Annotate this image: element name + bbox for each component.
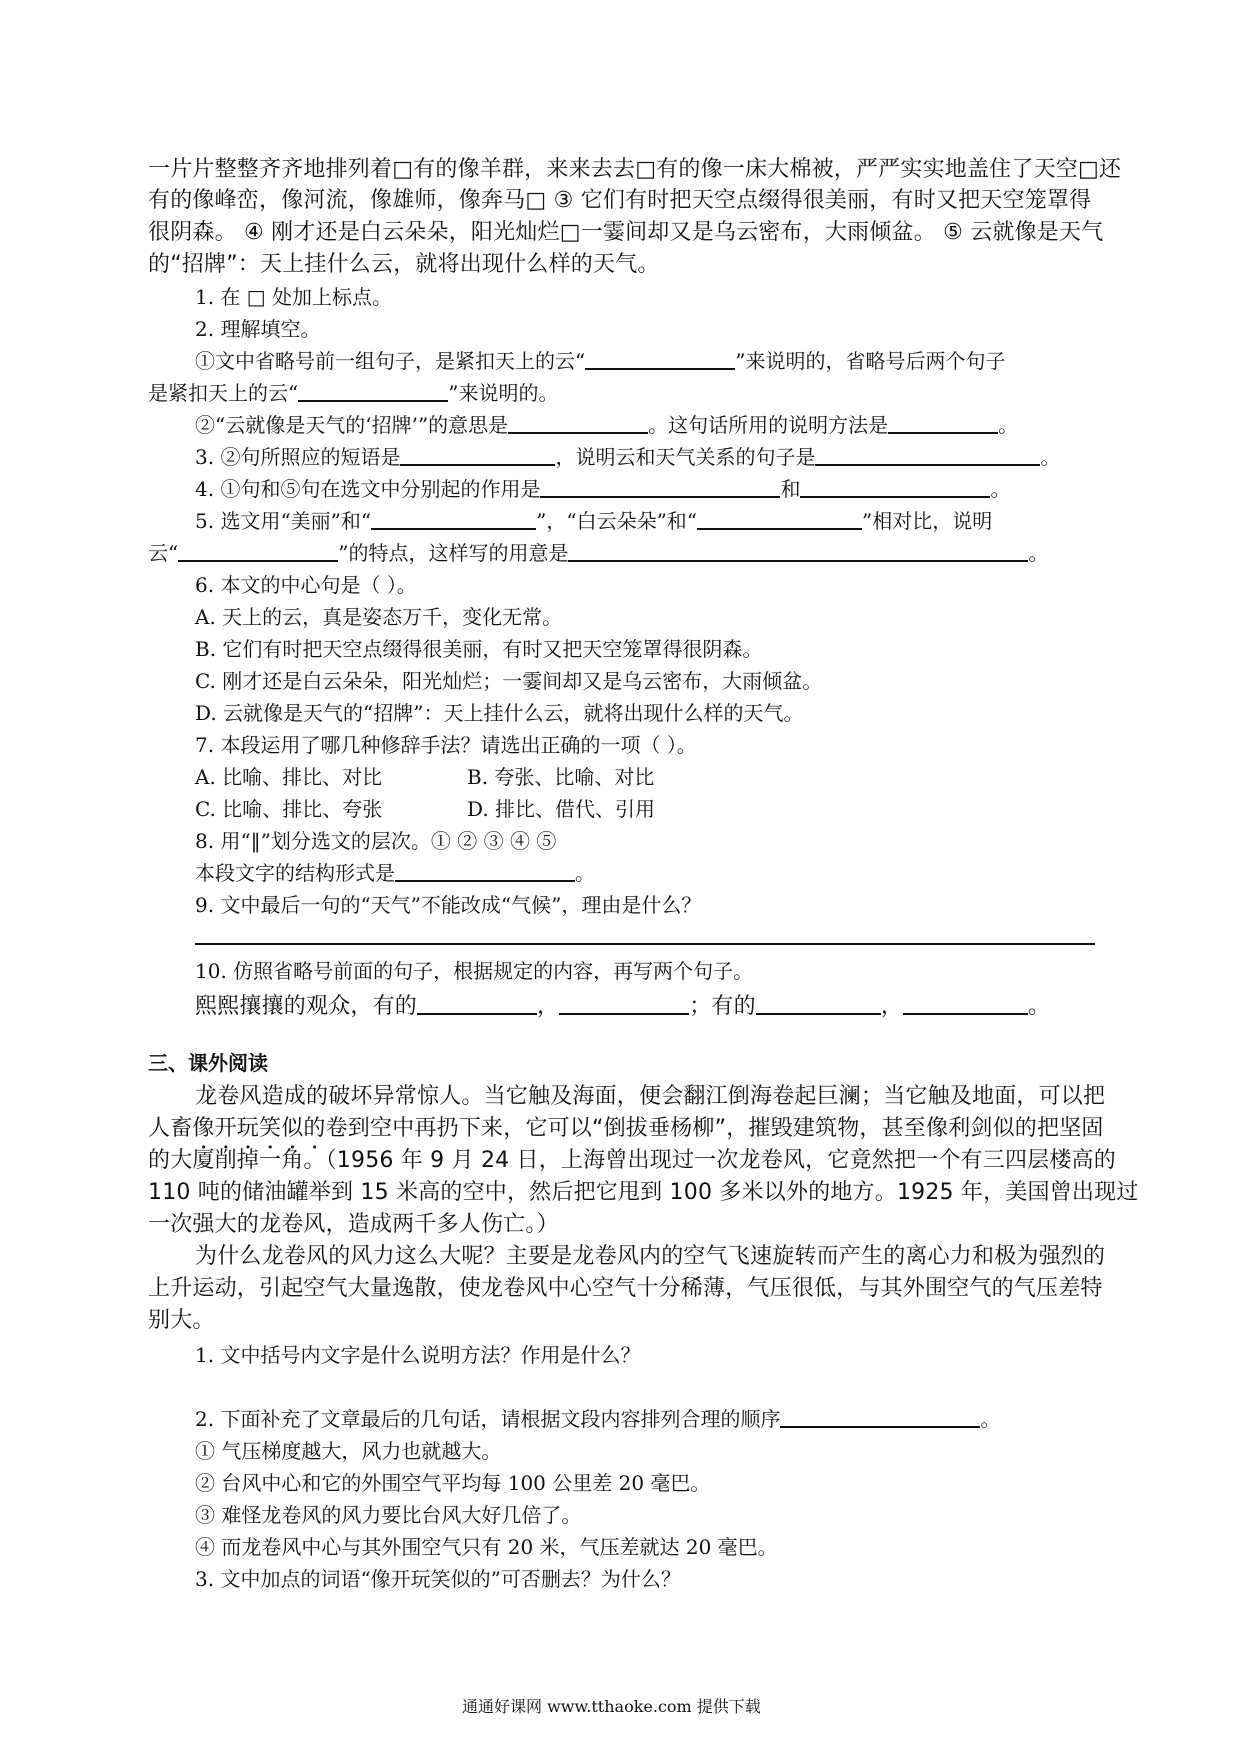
question-7: 7. 本段运用了哪几种修辞手法？请选出正确的一项（ ）。 <box>195 733 697 757</box>
order-option-2: ② 台风中心和它的外围空气平均每 100 公里差 20 毫巴。 <box>195 1471 711 1495</box>
answer-blank[interactable] <box>568 540 1028 562</box>
question-4: 4. ①句和⑤句在选文中分别起的作用是 和 。 <box>195 477 1011 501</box>
question-3: 3. ②句所照应的短语是 ，说明云和天气关系的句子是 。 <box>195 445 1061 469</box>
answer-blank[interactable] <box>697 508 862 530</box>
option-7a: A. 比喻、排比、对比 <box>195 765 383 789</box>
answer-blank[interactable] <box>400 444 555 466</box>
answer-blank[interactable] <box>815 444 1040 466</box>
question-2b: ②“云就像是天气的‘招牌’”的意思是 。这句话所用的说明方法是 。 <box>195 413 1019 437</box>
paragraph-2-line-2: 上升运动，引起空气大量逸散，使龙卷风中心空气十分稀薄，气压很低，与其外围空气的气压差特 <box>148 1276 1103 1301</box>
passage-line-1: 一片片整整齐齐地排列着□有的像羊群，来来去去□有的像一床大棉被，严严实实地盖住了天空□还 <box>148 157 1122 182</box>
page-footer: 通通好课网 www.tthaoke.com 提供下载 <box>462 1697 761 1716</box>
answer-blank[interactable] <box>508 412 648 434</box>
question-1: 1. 在 □ 处加上标点。 <box>195 285 393 309</box>
paragraph-1-line-4: 110 吨的储油罐举到 15 米高的空中，然后把它甩到 100 多米以外的地方。1925 年，美国曾出现过 <box>148 1180 1139 1205</box>
option-7b: B. 夸张、比喻、对比 <box>467 765 655 789</box>
option-7c: C. 比喻、排比、夸张 <box>195 797 383 821</box>
question-2a-cont: 是紧扣天上的云“ ”来说明的。 <box>148 381 559 405</box>
passage-line-3: 很阴森。 ④ 刚才还是白云朵朵，阳光灿烂□一霎间却又是乌云密布，大雨倾盆。 ⑤ 云就像是天气 <box>148 220 1104 245</box>
option-6b: B. 它们有时把天空点缀得很美丽，有时又把天空笼罩得很阴森。 <box>195 637 763 661</box>
question-5: 5. 选文用“美丽”和“ ”，“白云朵朵”和“ ”相对比，说明 <box>195 509 993 533</box>
paragraph-2-line-3: 别大。 <box>148 1308 215 1333</box>
section3-question-2: 2. 下面补充了文章最后的几句话，请根据文段内容排列合理的顺序 。 <box>195 1407 1001 1431</box>
paragraph-1-line-1: 龙卷风造成的破坏异常惊人。当它触及海面，便会翻江倒海卷起巨澜；当它触及地面，可以把 <box>195 1084 1106 1109</box>
question-8: 8. 用“‖”划分选文的层次。① ② ③ ④ ⑤ <box>195 829 557 853</box>
order-option-3: ③ 难怪龙卷风的风力要比台风大好几倍了。 <box>195 1503 582 1527</box>
question-10b: 熙熙攘攘的观众，有的 ， ；有的 ， 。 <box>195 994 1051 1019</box>
answer-blank[interactable] <box>178 540 338 562</box>
answer-blank[interactable] <box>298 380 448 402</box>
answer-blank[interactable] <box>800 476 990 498</box>
section3-question-1: 1. 文中括号内文字是什么说明方法？作用是什么？ <box>195 1343 641 1367</box>
order-option-4: ④ 而龙卷风中心与其外围空气只有 20 米，气压差就达 20 毫巴。 <box>195 1535 778 1559</box>
answer-blank[interactable] <box>903 993 1028 1015</box>
answer-blank[interactable] <box>417 993 537 1015</box>
question-8b: 本段文字的结构形式是 。 <box>195 861 595 885</box>
option-6a: A. 天上的云，真是姿态万千，变化无常。 <box>195 605 563 629</box>
option-6d: D. 云就像是天气的“招牌”：天上挂什么云，就将出现什么样的天气。 <box>195 701 804 725</box>
answer-blank[interactable] <box>888 412 998 434</box>
section3-question-3: 3. 文中加点的词语“像开玩笑似的”可否删去？为什么？ <box>195 1567 681 1591</box>
answer-blank[interactable] <box>559 993 689 1015</box>
passage-line-2: 有的像峰峦，像河流，像雄师，像奔马□ ③ 它们有时把天空点缀得很美丽，有时又把天空笼罩得 <box>148 188 1092 213</box>
answer-blank[interactable] <box>395 860 575 882</box>
question-2a: ①文中省略号前一组句子，是紧扣天上的云“ ”来说明的，省略号后两个句子 <box>195 349 1006 373</box>
answer-blank[interactable] <box>540 476 780 498</box>
dotted-phrase: 像开玩笑似的 <box>192 1116 326 1141</box>
answer-blank[interactable] <box>371 508 536 530</box>
section-heading: 三、课外阅读 <box>148 1051 268 1075</box>
paragraph-1-line-2: 人畜像开玩笑似的卷到空中再扔下来，它可以“倒拔垂杨柳”，摧毁建筑物，甚至像利剑似的把坚固 <box>148 1116 1104 1141</box>
order-option-1: ① 气压梯度越大，风力也就越大。 <box>195 1439 502 1463</box>
question-2: 2. 理解填空。 <box>195 317 321 341</box>
question-5-cont: 云“ ”的特点，这样写的用意是 。 <box>148 541 1049 565</box>
paragraph-2-line-1: 为什么龙卷风的风力这么大呢？主要是龙卷风内的空气飞速旋转而产生的离心力和极为强烈的 <box>195 1244 1106 1269</box>
paragraph-1-line-3: 的大厦削掉一角。（1956 年 9 月 24 日，上海曾出现过一次龙卷风，它竟然把一个有三四层楼高的 <box>148 1148 1116 1173</box>
answer-blank[interactable] <box>756 993 881 1015</box>
option-7d: D. 排比、借代、引用 <box>467 797 656 821</box>
answer-line[interactable] <box>195 943 1095 945</box>
answer-blank[interactable] <box>780 1406 980 1428</box>
question-6: 6. 本文的中心句是（ ）。 <box>195 573 417 597</box>
passage-line-4: 的“招牌”：天上挂什么云，就将出现什么样的天气。 <box>148 252 660 277</box>
answer-blank[interactable] <box>585 348 735 370</box>
paragraph-1-line-5: 一次强大的龙卷风，造成两千多人伤亡。） <box>148 1212 559 1237</box>
question-9: 9. 文中最后一句的“天气”不能改成“气候”，理由是什么？ <box>195 893 702 917</box>
option-6c: C. 刚才还是白云朵朵，阳光灿烂；一霎间却又是乌云密布，大雨倾盆。 <box>195 669 823 693</box>
question-10: 10. 仿照省略号前面的句子，根据规定的内容，再写两个句子。 <box>195 959 754 983</box>
